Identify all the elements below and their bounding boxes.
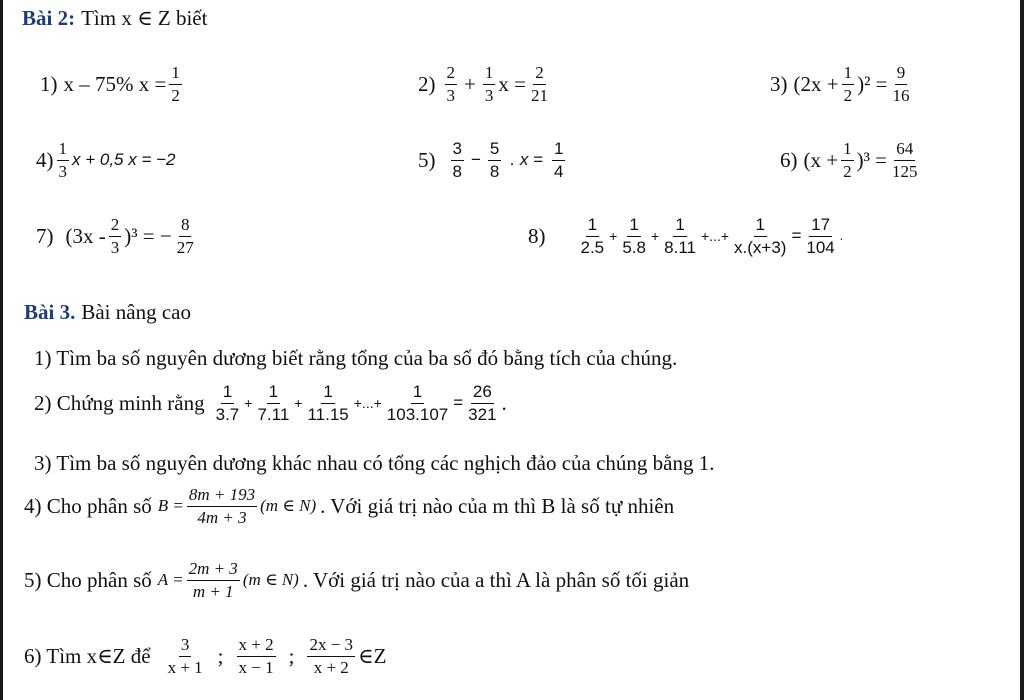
problem-7	[36, 216, 199, 257]
fraction: $\frac{2}{3}$	[446, 63, 455, 105]
fraction: $\frac{1}{8.11}$	[664, 215, 696, 257]
fraction: $\frac{9}{16}$	[892, 63, 910, 105]
bai2-heading	[22, 6, 207, 31]
left-border	[0, 0, 3, 700]
bai3-heading	[24, 300, 191, 325]
bai3-item-5	[24, 560, 689, 601]
bai3-item-1: 1) Tìm ba số nguyên dương biết rằng tổng của ba số đó bằng tích của chúng.	[34, 346, 678, 370]
operator: =	[453, 393, 464, 413]
bai2-label: Bài 2:	[22, 6, 76, 30]
bai2-text: Tìm x ∈ Z biết	[81, 6, 208, 30]
expr-text: x – 75% x =	[63, 71, 167, 96]
problem-6	[780, 140, 922, 181]
bai3-item-4	[24, 486, 674, 527]
variable: A =	[157, 570, 184, 590]
fraction: $\frac{1}{3.7}$	[215, 382, 240, 424]
problem-4	[36, 140, 176, 181]
bai3-item-3: 3) Tìm ba số nguyên dương khác nhau có tổng các nghịch đảo của chúng bằng 1.	[34, 451, 715, 475]
problem-number: 8)	[528, 223, 546, 248]
expr-text: )² =	[857, 71, 888, 96]
expr-text: (3x -	[65, 223, 106, 248]
bai3-item-2: 2) Chứng minh rằng $\frac{1}{3.7}$ + $\frac{1}{7.11}$ + $\frac{1}{11.15}$ +...+ $\frac{1}{103.107}$ = $\frac{26}{321}$ .	[34, 382, 507, 424]
problem-3	[770, 64, 914, 105]
expr-text: 2) Chứng minh rằng	[34, 390, 205, 415]
expr-text: . Với giá trị nào của m thì B là số tự nhiên	[320, 493, 675, 518]
ellipsis: +...+	[700, 228, 730, 245]
fraction: $\frac{8m + 193}{4m + 3}$	[188, 485, 256, 527]
operator: +	[464, 71, 476, 96]
expr-text: 5) Cho phân số	[24, 567, 152, 592]
fraction: $\frac{2}{21}$	[530, 63, 548, 105]
operator: =	[791, 226, 802, 246]
expr-text: (x +	[803, 147, 839, 172]
expr-text: 4) Cho phân số	[24, 493, 152, 518]
fraction: $\frac{17}{104}$	[806, 215, 835, 257]
expr-text: . x =	[510, 150, 543, 170]
expr-text: 6) Tìm x∈Z để	[24, 643, 151, 668]
operator: −	[470, 150, 481, 170]
fraction: $\frac{1}{2.5}$	[580, 215, 605, 257]
fraction: $\frac{26}{321}$	[468, 382, 497, 424]
expr-text: )³ =	[856, 147, 887, 172]
fraction: $\frac{1}{7.11}$	[257, 382, 290, 424]
problem-2	[418, 64, 553, 105]
fraction: $\frac{2x - 3}{x + 2}$	[309, 635, 354, 677]
fraction: $\frac{1}{4}$	[553, 139, 564, 181]
problem-number: 3)	[770, 71, 788, 96]
fraction: $\frac{1}{2}$	[843, 139, 852, 181]
condition: (m ∈ N)	[260, 496, 317, 516]
bai3-label: Bài 3.	[24, 300, 76, 324]
fraction: $\frac{3}{x + 1}$	[167, 635, 203, 677]
expr-text: )³ = −	[124, 223, 172, 248]
expr-text: x =	[498, 71, 526, 96]
condition: (m ∈ N)	[242, 570, 299, 590]
problem-number: 5)	[418, 147, 436, 172]
expr-text: x + 0,5 x = −2	[72, 150, 176, 170]
variable: B =	[157, 496, 184, 516]
fraction: $\frac{8}{27}$	[176, 215, 194, 257]
fraction: $\frac{x + 2}{x - 1}$	[238, 635, 274, 677]
ellipsis: +...+	[353, 395, 382, 412]
fraction: $\frac{1}{11.15}$	[307, 382, 349, 424]
problem-number: 4)	[36, 147, 54, 172]
problem-1	[40, 64, 185, 105]
problem-number: 6)	[780, 147, 798, 172]
expr-text: (2x +	[793, 71, 839, 96]
fraction: $\frac{1}{5.8}$	[622, 215, 646, 257]
fraction: $\frac{1}{3}$	[58, 139, 67, 181]
fraction: $\frac{2}{3}$	[110, 215, 120, 257]
fraction: $\frac{64}{125}$	[891, 139, 918, 181]
problem-8: 8) $\frac{1}{2.5}$ + $\frac{1}{5.8}$ + $\frac{1}{8.11}$ +...+ $\frac{1}{x.(x+3)}$ = $\frac{17}{104}$ .	[528, 215, 844, 257]
problem-number: 7)	[36, 223, 54, 248]
fraction: $\frac{1}{2}$	[171, 63, 180, 105]
problem-5	[418, 140, 568, 181]
fraction: $\frac{1}{3}$	[484, 63, 494, 105]
fraction: $\frac{3}{8}$	[452, 139, 462, 181]
fraction: $\frac{2m + 3}{m + 1}$	[188, 559, 238, 601]
bai3-item-6: 6) Tìm x∈Z để $\frac{3}{x + 1}$ ; $\frac{x + 2}{x - 1}$ ; $\frac{2x - 3}{x + 2}$ ∈Z	[24, 635, 387, 677]
problem-number: 1)	[40, 71, 58, 96]
fraction: $\frac{1}{103.107}$	[386, 382, 449, 424]
fraction: $\frac{1}{2}$	[843, 63, 853, 105]
problem-number: 2)	[418, 71, 436, 96]
expr-text: . Với giá trị nào của a thì A là phân số tối giản	[302, 567, 690, 592]
bai3-text: Bài nâng cao	[81, 300, 191, 324]
fraction: $\frac{5}{8}$	[489, 139, 500, 181]
right-border	[1020, 0, 1024, 700]
fraction: $\frac{1}{x.(x+3)}$	[734, 215, 787, 257]
